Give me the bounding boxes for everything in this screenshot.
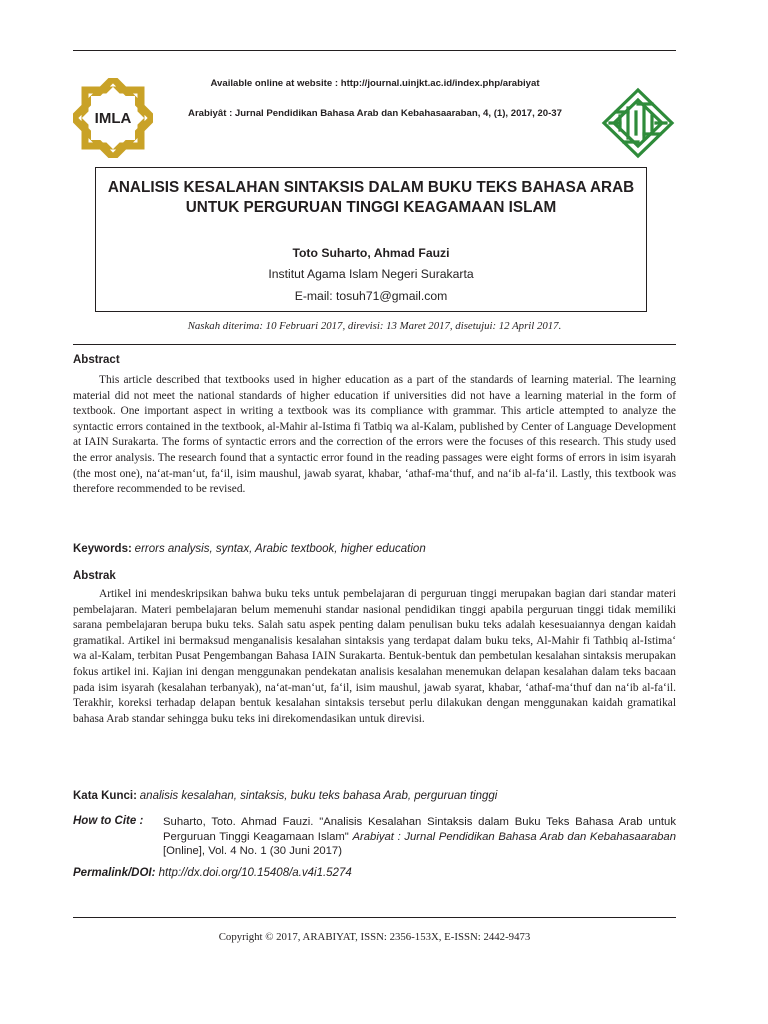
bottom-rule — [73, 917, 676, 918]
citation-journal: Arabiyat : Jurnal Pendidikan Bahasa Arab dan Kebahasaaraban — [352, 830, 676, 843]
kata-kunci-line — [73, 790, 676, 802]
available-online-line: Available online at website : http://journal.uinjkt.ac.id/index.php/arabiyat — [210, 78, 540, 89]
abstrak-text: Artikel ini mendeskripsikan bahwa buku teks untuk pembelajaran di perguruan tinggi merupakan bagian dari standar materi pembelajaran. Materi pembelajaran belum memenuhi standar nasional pendidikan tinggi apabila perguruan tinggi tidak memiliki sarana pembelajaran berupa buku teks. Salah satu aspek penting dalam penulisan buku teks adalah kesesuaiannya dengan kaidah gramatikal. Artikel ini bermaksud menganalisis kesalahan sintaksis yang terdapat dalam buku teks, Al-Mahir fi Tathbiq al-Istima‘ wa al-Kalam, terbitan Pusat Pengembangan Bahasa IAIN Surakarta. Bentuk-bentuk dan pembetulan kesalahan sintaksis merupakan fokus artikel ini. Kajian ini dengan menggunakan pendekatan analisis kesalahan menemukan delapan kesalahan dalam teks bacaan pada isim isyarah (kesalahan terbanyak), na‘at-man‘ut, fa‘il, isim maushul, jawab syarat, khabar, ‘athaf-ma‘thuf dan na‘ib al-fa‘il. Terakhir, koreksi terhadap delapan bentuk kesalahan sintaksis tersebut perlu dilakukan dengan menggunakan kaidah gramatikal bahasa Arab standar sehingga buku teks ini direkomendasikan untuk direvisi. — [73, 588, 676, 725]
citation-end: [Online], Vol. 4 No. 1 (30 Juni 2017) — [163, 845, 342, 857]
abstrak-body — [73, 587, 676, 727]
keywords-text: errors analysis, syntax, Arabic textbook, higher education — [134, 543, 426, 555]
permalink-line — [73, 867, 352, 879]
abstract-text: This article described that textbooks used in higher education as a part of the standards of learning material. The learning material did not meet the national standards of higher education if universities did not have a learning material in the form of textbook. One important aspect in writing a textbook was its compliance with grammar. This article attempted to analyze the syntactic errors contained in the textbook, al-Mahir al-Istima fi Tatbiq wa al-Kalam, published by Center of Language Development at IAIN Surakarta. The forms of syntactic errors and the correction of the errors were the focuses of this research. This study used the error analysis. The research found that a syntactic error found in the reading passages were eight forms of errors in isim isyarah (the most one), na‘at-man‘ut, fa‘il, isim maushul, jawab syarat, khabar, ‘athaf-ma‘thuf, and na‘ib al-fa‘il. Lastly, this textbook was therefore recommended to be revised. — [73, 374, 676, 496]
abstract-body — [73, 373, 676, 498]
kata-kunci-text: analisis kesalahan, sintaksis, buku teks bahasa Arab, perguruan tinggi — [139, 790, 498, 802]
citation-main: Suharto, Toto. Ahmad Fauzi. "Analisis Kesalahan Sintaksis dalam Buku Teks Bahasa Arab untuk Perguruan Tinggi Keagamaan Islam" — [163, 816, 676, 843]
title-line-1: ANALISIS KESALAHAN SINTAKSIS DALAM BUKU TEKS BAHASA ARAB — [107, 179, 635, 196]
submission-dates: Naskah diterima: 10 Februari 2017, direvisi: 13 Maret 2017, disetujui: 12 April 2017. — [187, 320, 562, 332]
permalink-url[interactable]: http://dx.doi.org/10.15408/a.v4i1.5274 — [158, 867, 352, 879]
journal-citation-line: Arabiyât : Jurnal Pendidikan Bahasa Arab dan Kebahasaaraban, 4, (1), 2017, 20-37 — [188, 108, 562, 119]
keywords-line — [73, 543, 676, 555]
email-line — [96, 289, 646, 303]
authors: Toto Suharto, Ahmad Fauzi — [292, 246, 450, 260]
email-label: E-mail: — [294, 289, 337, 303]
imla-logo — [73, 78, 153, 158]
kata-kunci-label: Kata Kunci: — [73, 790, 137, 802]
how-to-cite-text — [163, 815, 676, 859]
article-title — [96, 178, 646, 218]
keywords-label: Keywords: — [73, 543, 132, 555]
divider-rule — [73, 344, 676, 345]
top-rule — [73, 50, 676, 51]
title-line-2: UNTUK PERGURUAN TINGGI KEAGAMAAN ISLAM — [185, 199, 557, 216]
how-to-cite-label: How to Cite : — [73, 815, 144, 827]
permalink-label: Permalink/DOI: — [73, 867, 156, 879]
institution: Institut Agama Islam Negeri Surakarta — [268, 267, 474, 281]
imla-logo-text: IMLA — [94, 110, 132, 127]
abstrak-heading: Abstrak — [73, 570, 116, 582]
copyright-footer: Copyright © 2017, ARABIYAT, ISSN: 2356-153X, E-ISSN: 2442-9473 — [218, 931, 531, 943]
abstract-heading: Abstract — [73, 354, 120, 366]
arabiyat-emblem-icon — [598, 86, 678, 160]
email-link[interactable]: tosuh71@gmail.com — [336, 289, 448, 303]
title-box — [95, 167, 647, 312]
